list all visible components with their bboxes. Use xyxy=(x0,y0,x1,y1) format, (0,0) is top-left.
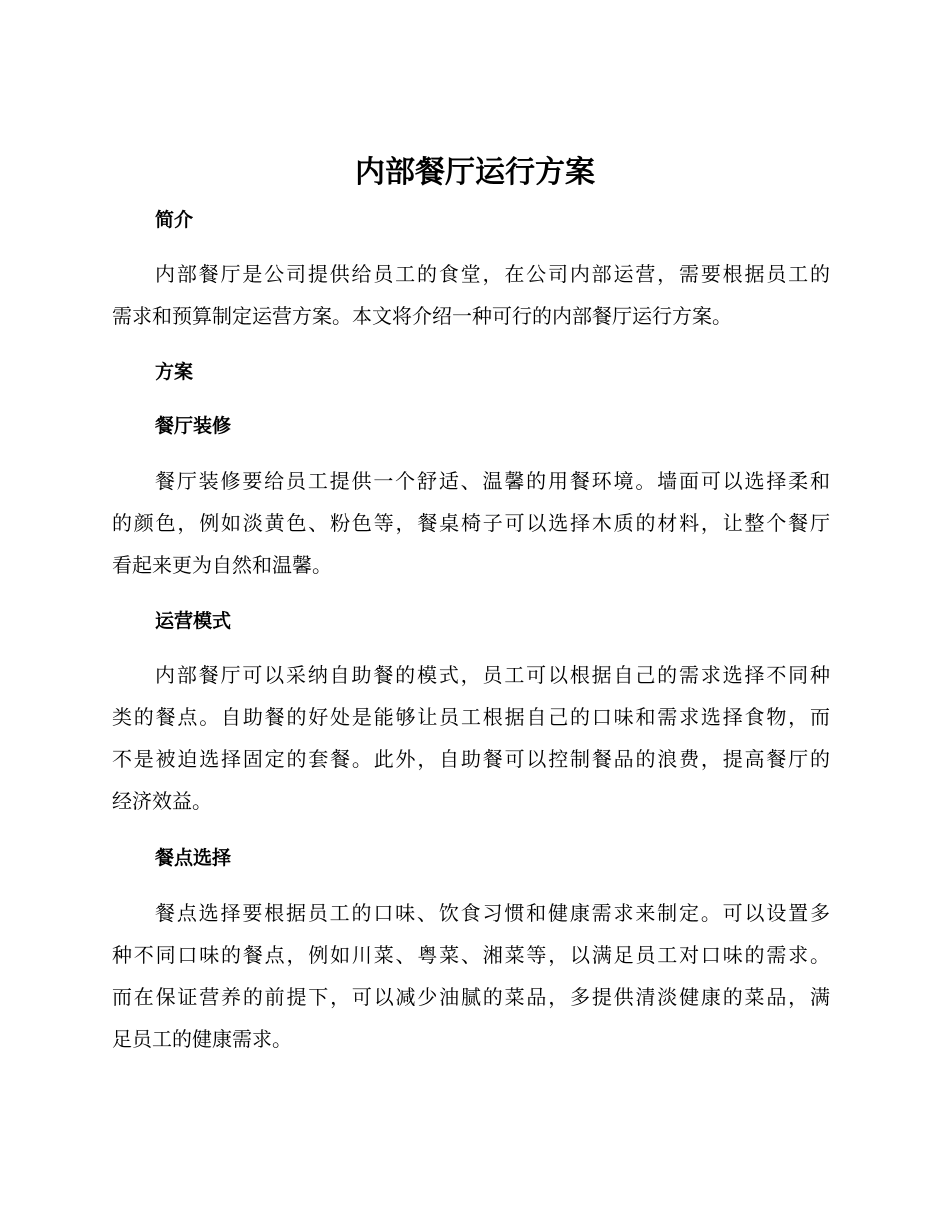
document-title: 内部餐厅运行方案 xyxy=(355,155,595,190)
paragraph-line: 足员工的健康需求。 xyxy=(112,1027,292,1051)
paragraph-line: 经济效益。 xyxy=(112,789,212,813)
paragraph-line: 餐点选择要根据员工的口味、饮食习惯和健康需求来制定。可以设置多 xyxy=(155,901,830,925)
paragraph-mode xyxy=(112,654,830,822)
section-heading-menu: 餐点选择 xyxy=(155,847,232,869)
paragraph-line: 餐厅装修要给员工提供一个舒适、温馨的用餐环境。墙面可以选择柔和 xyxy=(155,469,830,493)
paragraph-line: 类的餐点。自助餐的好处是能够让员工根据自己的口味和需求选择食物，而 xyxy=(112,705,830,729)
paragraph-menu xyxy=(112,892,830,1060)
paragraph-line: 的颜色，例如淡黄色、粉色等，餐桌椅子可以选择木质的材料，让整个餐厅 xyxy=(112,511,830,535)
paragraph-decor xyxy=(112,460,830,586)
paragraph-line: 需求和预算制定运营方案。本文将介绍一种可行的内部餐厅运行方案。 xyxy=(112,304,732,328)
paragraph-line: 而在保证营养的前提下，可以减少油腻的菜品，多提供清淡健康的菜品，满 xyxy=(112,985,830,1009)
section-heading-plan: 方案 xyxy=(155,361,194,383)
paragraph-line: 内部餐厅可以采纳自助餐的模式，员工可以根据自己的需求选择不同种 xyxy=(155,663,830,687)
section-heading-mode: 运营模式 xyxy=(155,610,232,632)
paragraph-line: 内部餐厅是公司提供给员工的食堂，在公司内部运营，需要根据员工的 xyxy=(155,262,830,286)
section-heading-intro: 简介 xyxy=(155,209,194,231)
paragraph-line: 种不同口味的餐点，例如川菜、粤菜、湘菜等，以满足员工对口味的需求。 xyxy=(112,943,830,967)
section-heading-decor: 餐厅装修 xyxy=(155,415,232,437)
paragraph-intro xyxy=(112,253,830,337)
paragraph-line: 看起来更为自然和温馨。 xyxy=(112,553,332,577)
paragraph-line: 不是被迫选择固定的套餐。此外，自助餐可以控制餐品的浪费，提高餐厅的 xyxy=(112,747,830,771)
